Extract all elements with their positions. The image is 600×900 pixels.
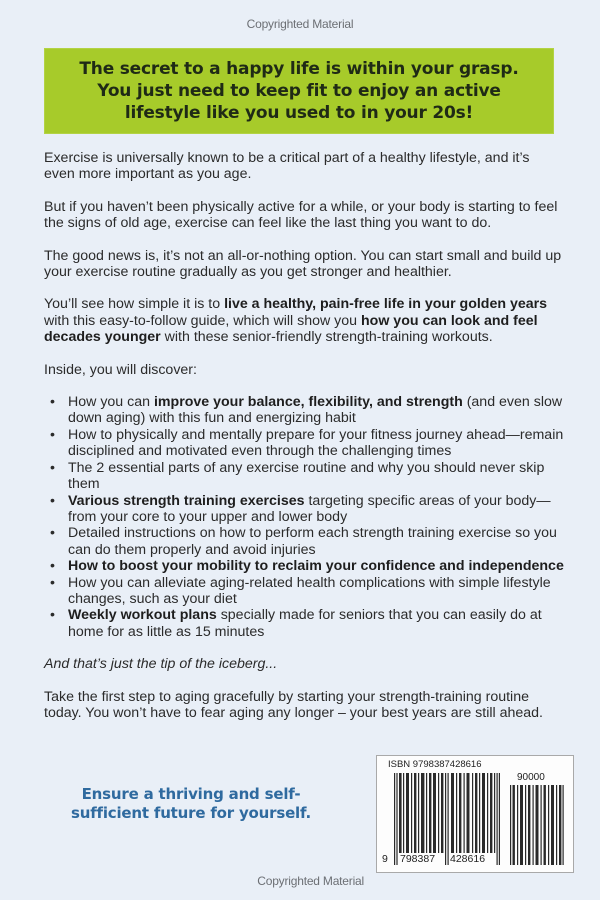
list-item: • Detailed instructions on how to perform each strength training exercise so you can do them properly and avoid injuries	[50, 525, 557, 558]
paragraph-guide: You’ll see how simple it is to live a healthy, pain-free life in your golden years with this easy-to-follow guide, which will show you how you can look and feel decades younger with these senior-friendly strength-training workouts.	[44, 296, 548, 346]
barcode-bars-icon	[394, 773, 500, 865]
paragraph-good-news: The good news is, it’s not an all-or-nothing option. You can start small and build up your exercise routine gradually as you get stronger and healthier.	[44, 247, 562, 281]
bullet-icon: •	[50, 525, 55, 542]
price-code: 90000	[517, 772, 545, 783]
list-item: • How you can improve your balance, flexibility, and strength (and even slow down aging) with this fun and energizing habit	[50, 394, 563, 427]
barcode-addon-bars-icon	[510, 785, 564, 865]
book-description	[44, 150, 564, 737]
paragraph-intro: Exercise is universally known to be a critical part of a healthy lifestyle, and it’s even more important as you age.	[44, 150, 530, 183]
bullet-icon: •	[50, 394, 55, 411]
copyright-watermark-bottom: Copyrighted Material	[257, 874, 364, 888]
list-item: • How you can alleviate aging-related health complications with simple lifestyle changes, such as your diet	[50, 574, 551, 607]
bullet-icon: •	[50, 607, 55, 624]
bullet-icon: •	[50, 459, 55, 476]
bullet-icon: •	[50, 492, 55, 509]
bullet-icon: •	[50, 558, 55, 575]
list-item: • The 2 essential parts of any exercise routine and why you should never skip them	[50, 459, 545, 493]
barcode-digit-first: 9	[382, 853, 388, 865]
bullet-icon: •	[50, 426, 55, 443]
bullet-icon: •	[50, 574, 55, 591]
copyright-watermark-top: Copyrighted Material	[246, 17, 354, 31]
headline-text: The secret to a happy life is within your grasp. You just need to keep fit to enjoy an active lifestyle like you used to in your 20s!	[79, 59, 519, 123]
isbn-label: ISBN 9798387428616	[388, 759, 482, 770]
tagline: Ensure a thriving and self-sufficient future for yourself.	[71, 785, 311, 822]
discover-intro: Inside, you will discover:	[44, 361, 197, 378]
isbn-barcode	[376, 755, 574, 873]
paragraph-inactive: But if you haven’t been physically active for a while, or your body is starting to feel the signs of old age, exercise can feel like the last thing you want to do.	[44, 198, 558, 232]
list-item: • Various strength training exercises targeting specific areas of your body—from your core to your upper and lower body	[50, 492, 551, 525]
barcode-digits-right: 428616	[450, 853, 486, 865]
list-item: • How to boost your mobility to reclaim your confidence and independence	[50, 558, 564, 575]
barcode-digits-left: 798387	[400, 853, 436, 865]
discover-list	[44, 394, 564, 640]
closing-paragraph: Take the first step to aging gracefully by starting your strength-training routine today. You won’t have to fear aging any longer – your best years are still ahead.	[44, 688, 543, 721]
list-item: • How to physically and mentally prepare for your fitness journey ahead—remain disciplined and motivated even through the challenging times	[50, 426, 564, 460]
list-item: • Weekly workout plans specially made for seniors that you can easily do at home for as little as 15 minutes	[50, 607, 542, 640]
iceberg-line: And that’s just the tip of the iceberg...	[44, 656, 278, 673]
headline-banner	[44, 48, 554, 134]
